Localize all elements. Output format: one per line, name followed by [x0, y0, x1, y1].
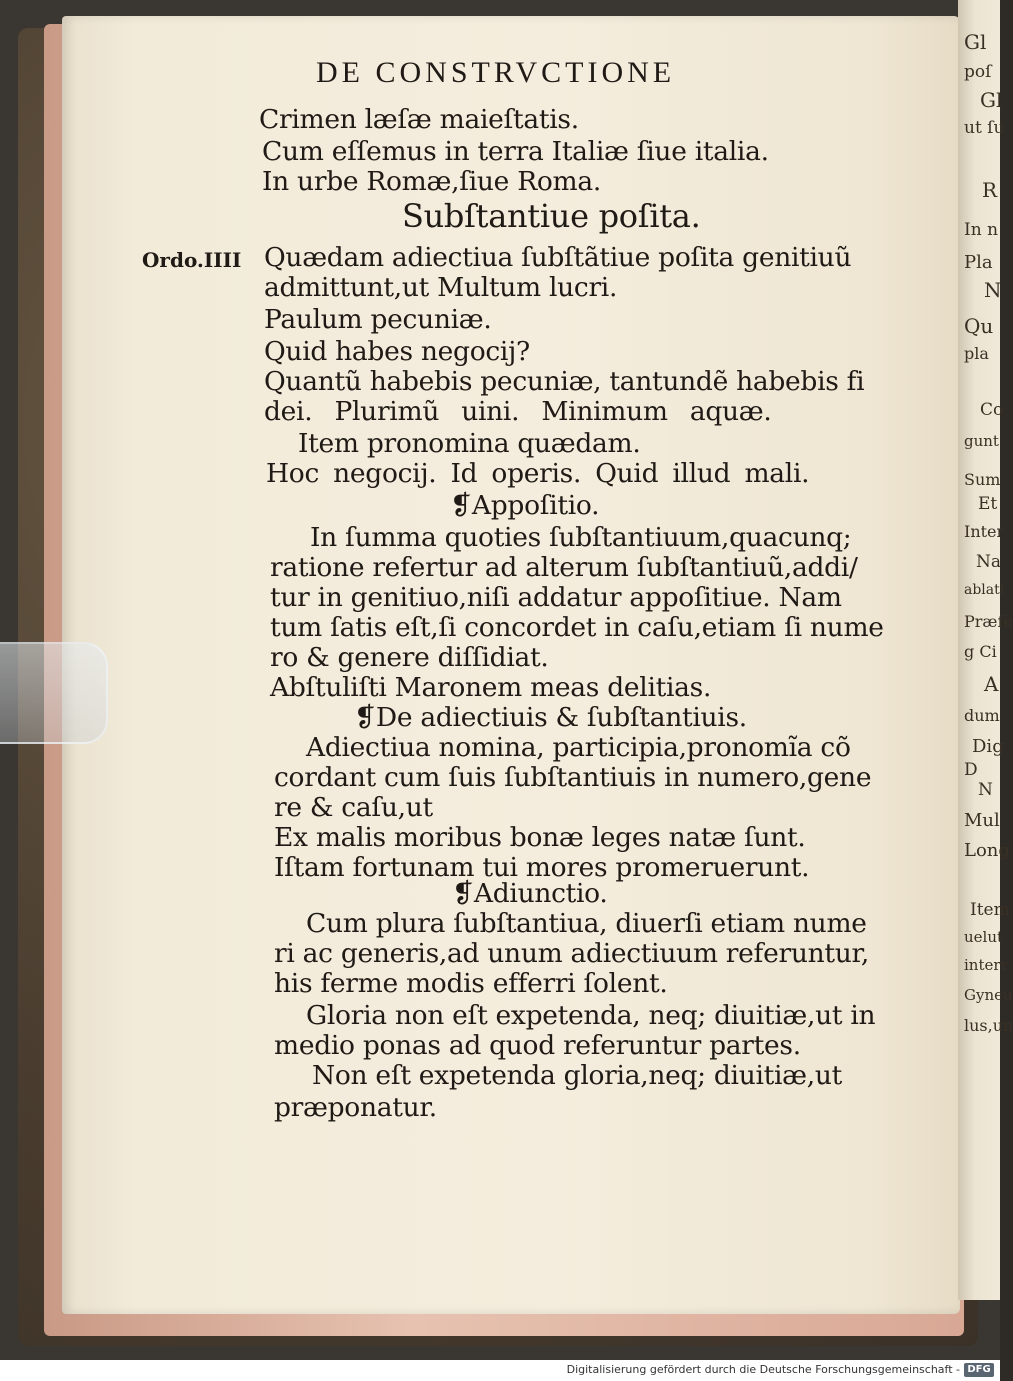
right-fragment: Qu	[964, 314, 994, 338]
text-line: Gloria non eſt expetenda, neq; diuitiæ,ut in	[306, 1000, 876, 1031]
text-line: dei. Plurimũ uini. Minimum aquæ.	[264, 396, 772, 427]
text-line: In ſumma quoties ſubſtantiuum,quacunq;	[310, 522, 852, 553]
text-line: Crimen læſæ maieſtatis.	[259, 104, 579, 135]
text-line: Item pronomina quædam.	[298, 428, 641, 459]
text-line: ratione refertur ad alterum ſubſtantiuũ,addi/	[270, 552, 858, 583]
text-line: his ferme modis efferri ſolent.	[274, 968, 668, 999]
right-fragment: Co	[980, 400, 1004, 420]
text-line: Iſtam fortunam tui mores promeruerunt.	[274, 852, 810, 883]
text-line: medio ponas ad quod referuntur partes.	[274, 1030, 801, 1061]
text-line: Non eſt expetenda gloria,neq; diuitiæ,ut	[312, 1060, 843, 1091]
text-line: ri ac generis,ad unum adiectiuum referuntur,	[274, 938, 870, 969]
right-fragment: D	[964, 760, 978, 780]
right-fragment: gunt	[964, 432, 999, 450]
text-line: Paulum pecuniæ.	[264, 304, 492, 335]
text-line: In urbe Romæ,ſiue Roma.	[262, 166, 601, 197]
right-fragment: dum	[964, 706, 1000, 725]
right-fragment: g Ci	[964, 642, 997, 661]
right-fragment: poſ	[964, 62, 992, 82]
margin-note: Ordo.IIII	[142, 248, 242, 272]
text-line: tum ſatis eſt,ſi concordet in caſu,etiam ſi nume	[270, 612, 884, 643]
right-fragment: uelut	[964, 928, 1004, 946]
right-fragment: Inter	[964, 522, 1005, 541]
right-fragment: Mul	[964, 810, 1000, 831]
right-fragment: Pla	[964, 252, 993, 273]
page-text	[62, 16, 960, 1314]
text-line: præponatur.	[274, 1092, 437, 1123]
text-line: tur in genitiuo,niſi addatur appoſitiue. Nam	[270, 582, 842, 613]
right-fragment: Gl	[964, 30, 987, 54]
right-fragment: ut ſu	[964, 118, 1005, 138]
page-clip	[0, 642, 108, 744]
right-fragment: A	[984, 672, 999, 696]
section-heading: ❡Adiunctio.	[452, 878, 608, 909]
right-fragment: ablati	[964, 582, 1005, 598]
section-heading: Subſtantiue poſita.	[402, 197, 701, 235]
footer-credit: Digitalisierung gefördert durch die Deutsche Forschungsgemeinschaft -	[566, 1363, 960, 1376]
text-line: Abſtuliſti Maronem meas delitias.	[270, 672, 712, 703]
right-fragment: lus,un	[964, 1016, 1013, 1035]
footer-bar	[0, 1360, 1000, 1381]
right-fragment: Dig	[972, 736, 1004, 757]
text-line: Hoc negocij. Id operis. Quid illud mali.	[266, 458, 810, 489]
text-line: Quædam adiectiua ſubſtãtiue poſita genitiuũ	[264, 242, 852, 273]
text-line: admittunt,ut Multum lucri.	[264, 272, 618, 303]
dfg-logo: DFG	[964, 1363, 994, 1377]
text-line: re & caſu,ut	[274, 792, 433, 823]
right-fragment: Item	[970, 900, 1010, 920]
text-line: Cum eſſemus in terra Italiæ ſiue italia.	[262, 136, 769, 167]
text-line: Quantũ habebis pecuniæ, tantundẽ habebis fi	[264, 366, 865, 397]
right-fragment: pla	[964, 344, 989, 363]
right-fragment: N	[984, 278, 1002, 302]
text-line: cordant cum ſuis ſubſtantiuis in numero,gene	[274, 762, 872, 793]
right-fragment: In n	[964, 220, 999, 240]
section-heading: ❡Appoſitio.	[450, 490, 600, 521]
right-fragment: Na	[976, 552, 1002, 572]
text-line: ro & genere diſſidiat.	[270, 642, 549, 673]
running-head: DE CONSTRVCTIONE	[316, 56, 676, 89]
right-fragment: Gl	[980, 88, 1003, 112]
text-line: Cum plura ſubſtantiua, diuerſi etiam nume	[306, 908, 867, 939]
right-fragment: Et	[978, 494, 998, 514]
right-fragment: interr	[964, 956, 1008, 974]
right-fragment: Sum	[964, 470, 1001, 489]
text-line: Adiectiua nomina, participia,pronomĩa cõ	[306, 732, 851, 763]
right-fragment: N	[978, 780, 993, 800]
right-fragment: Long	[964, 840, 1010, 861]
text-line: Ex malis moribus bonæ leges natæ ſunt.	[274, 822, 806, 853]
right-page	[958, 0, 1013, 1300]
text-line: Quid habes negocij?	[264, 336, 530, 367]
section-heading: ❡De adiectiuis & ſubſtantiuis.	[354, 702, 747, 733]
right-fragment: R	[982, 178, 998, 202]
right-fragment: Præſe	[964, 612, 1013, 631]
right-fragment: Gyneu	[964, 986, 1013, 1004]
